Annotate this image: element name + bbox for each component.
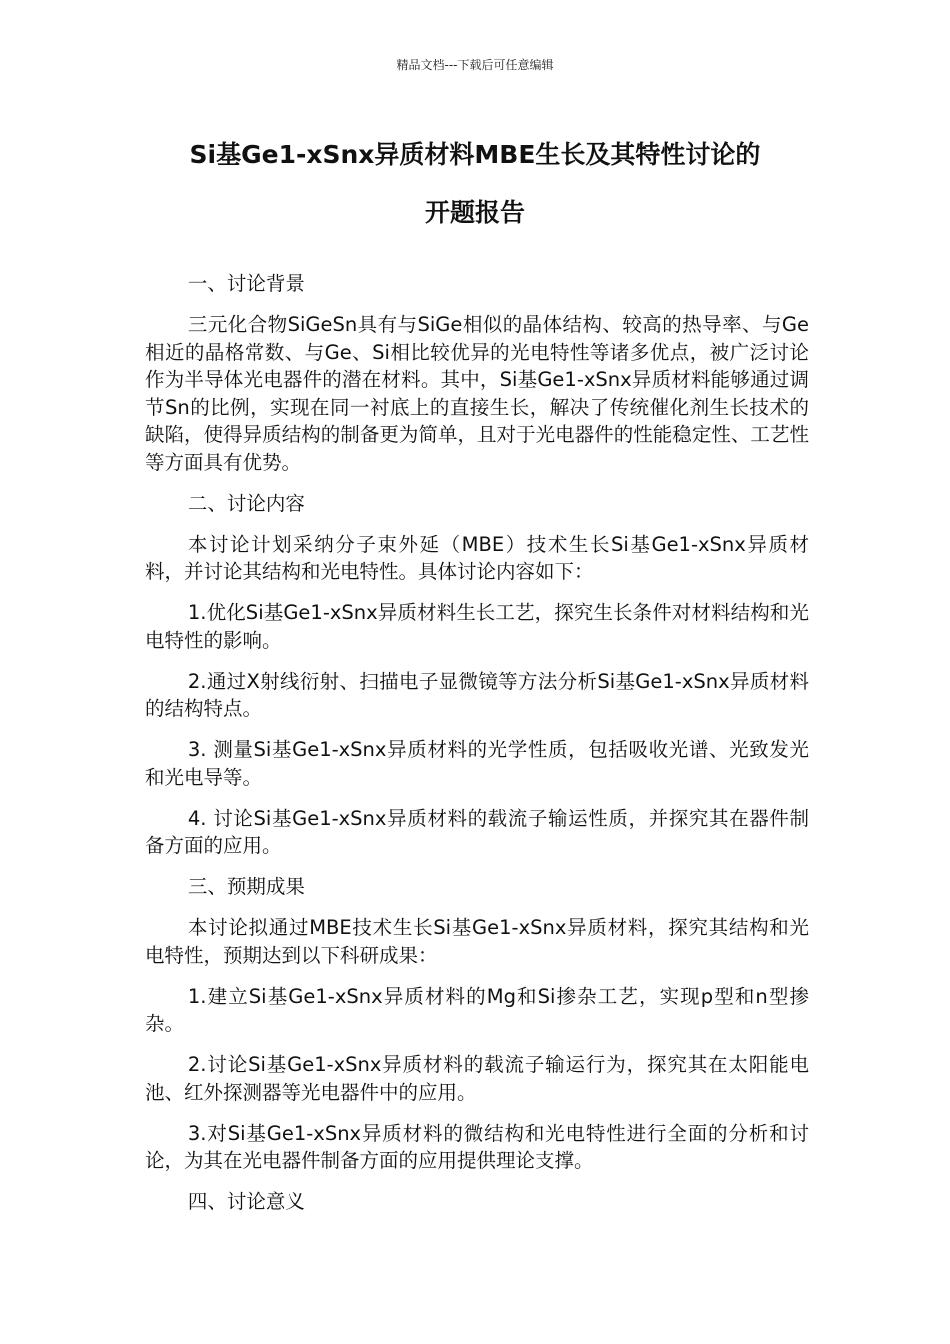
section-heading-significance: 四、讨论意义 [187,1190,305,1213]
paragraph: 本讨论计划采纳分子束外延（MBE）技术生长Si基Ge1-xSnx异质材料，并讨论其结构和光电特性。具体讨论内容如下： [145,532,809,583]
list-item: 3. 测量Si基Ge1-xSnx异质材料的光学性质，包括吸收光谱、光致发光和光电导等。 [145,738,809,789]
paragraph: 本讨论拟通过MBE技术生长Si基Ge1-xSnx异质材料，探究其结构和光电特性，预期达到以下科研成果： [145,916,809,967]
list-item: 3.对Si基Ge1-xSnx异质材料的微结构和光电特性进行全面的分析和讨论，为其在光电器件制备方面的应用提供理论支撑。 [145,1121,809,1172]
list-item: 2.讨论Si基Ge1-xSnx异质材料的载流子输运行为，探究其在太阳能电池、红外探测器等光电器件中的应用。 [145,1053,809,1104]
section-heading-background: 一、讨论背景 [187,272,305,295]
list-item: 2.通过X射线衍射、扫描电子显微镜等方法分析Si基Ge1-xSnx异质材料的结构特点。 [145,669,809,720]
section-heading-content: 二、讨论内容 [187,491,305,515]
document-body [145,270,809,1229]
list-item: 1.优化Si基Ge1-xSnx异质材料生长工艺，探究生长条件对材料结构和光电特性的影响。 [145,601,809,652]
title-line-2: 开题报告 [424,198,525,227]
section-heading-expected-results: 三、预期成果 [187,875,305,898]
list-item: 4. 讨论Si基Ge1-xSnx异质材料的载流子输运性质，并探究其在器件制备方面的应用。 [145,806,809,857]
header-note: 精品文档---下载后可任意编辑 [396,58,554,72]
list-item: 1.建立Si基Ge1-xSnx异质材料的Mg和Si掺杂工艺，实现p型和n型掺杂。 [145,984,809,1035]
document-title [100,126,850,242]
paragraph: 三元化合物SiGeSn具有与SiGe相似的晶体结构、较高的热导率、与Ge相近的晶格常数、与Ge、Si相比较优异的光电特性等诸多优点，被广泛讨论作为半导体光电器件的潜在材料。其中，Si基Ge1-xSnx异质材料能够通过调节Sn的比例，实现在同一衬底上的直接生长，解决了传统催化剂生长技术的缺陷，使得异质结构的制备更为简单，且对于光电器件的性能稳定性、工艺性等方面具有优势。 [145,313,809,474]
title-line-1: Si基Ge1-xSnx异质材料MBE生长及其特性讨论的 [189,140,761,169]
